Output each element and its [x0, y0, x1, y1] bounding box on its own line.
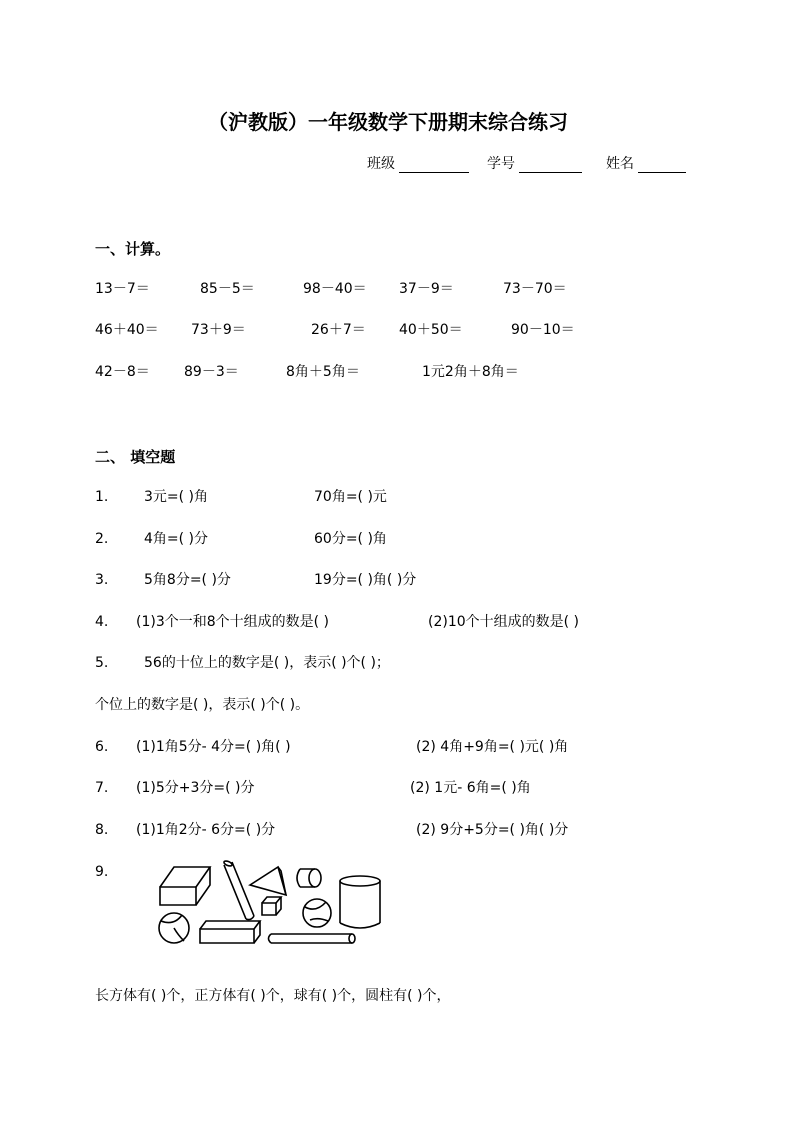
calc-item: 42－8＝ [95, 364, 150, 380]
question-part: (2)10个十组成的数是( ) [428, 614, 580, 630]
calc-item: 85－5＝ [200, 281, 255, 297]
question-part: 3元=( )角 [144, 489, 209, 505]
question-number: 3. [95, 572, 109, 588]
calc-item: 98－40＝ [303, 281, 367, 297]
question-part: (1)1角2分- 6分=( )分 [136, 822, 276, 838]
name-label: 姓名 [606, 156, 634, 172]
short-cylinder-shape [297, 869, 321, 887]
long-cuboid-shape [200, 921, 260, 943]
calc-item: 46＋40＝ [95, 322, 159, 338]
question-number: 7. [95, 780, 109, 796]
triangle-shape [250, 867, 286, 895]
calc-item: 13－7＝ [95, 281, 150, 297]
ball-shape [159, 913, 189, 943]
question-part: (1)1角5分- 4分=( )角( ) [136, 739, 291, 755]
class-field[interactable] [399, 156, 469, 173]
calc-item: 73－70＝ [503, 281, 567, 297]
page-title: （沪教版）一年级数学下册期末综合练习 [208, 110, 568, 134]
solids-figure [150, 855, 390, 947]
calc-item: 73＋9＝ [191, 322, 246, 338]
question-part: 56的十位上的数字是( )，表示( )个( )； [144, 655, 390, 671]
calc-item: 26＋7＝ [311, 322, 366, 338]
question-part: 70角=( )元 [314, 489, 387, 505]
question-number: 5. [95, 655, 109, 671]
section2-heading: 二、 填空题 [95, 448, 176, 466]
cube-shape [262, 897, 281, 915]
number-label: 学号 [487, 156, 515, 172]
question-number: 9. [95, 864, 109, 880]
question-number: 4. [95, 614, 109, 630]
ball-shape [303, 899, 331, 927]
class-label: 班级 [367, 156, 395, 172]
calc-item: 1元2角＋8角＝ [422, 364, 519, 380]
question-number: 2. [95, 531, 109, 547]
question-part: (2) 4角+9角=( )元( )角 [416, 739, 569, 755]
question-part: 4角=( )分 [144, 531, 209, 547]
calc-item: 89－3＝ [184, 364, 239, 380]
name-field[interactable] [638, 156, 686, 173]
question-part: 19分=( )角( )分 [314, 572, 417, 588]
question-part: (2) 9分+5分=( )角( )分 [416, 822, 569, 838]
question-part: 60分=( )角 [314, 531, 387, 547]
rod-shape [223, 860, 254, 920]
question-answer: 长方体有( )个，正方体有( )个，球有( )个，圆柱有( )个， [95, 988, 451, 1004]
question-part: 5角8分=( )分 [144, 572, 231, 588]
question-number: 8. [95, 822, 109, 838]
calc-item: 40＋50＝ [399, 322, 463, 338]
question-number: 1. [95, 489, 109, 505]
number-field[interactable] [519, 156, 582, 173]
question-part: (1)3个一和8个十组成的数是( ) [136, 614, 330, 630]
question-part: 个位上的数字是( )，表示( )个( )。 [95, 697, 310, 713]
calc-item: 37－9＝ [399, 281, 454, 297]
question-part: (1)5分+3分=( )分 [136, 780, 255, 796]
question-number: 6. [95, 739, 109, 755]
question-part: (2) 1元- 6角=( )角 [410, 780, 531, 796]
calc-item: 8角＋5角＝ [286, 364, 360, 380]
tall-cylinder-shape [340, 876, 380, 928]
calc-item: 90－10＝ [511, 322, 575, 338]
cuboid-shape [160, 867, 210, 905]
long-cylinder-shape [269, 934, 356, 943]
section1-heading: 一、计算。 [95, 240, 171, 258]
